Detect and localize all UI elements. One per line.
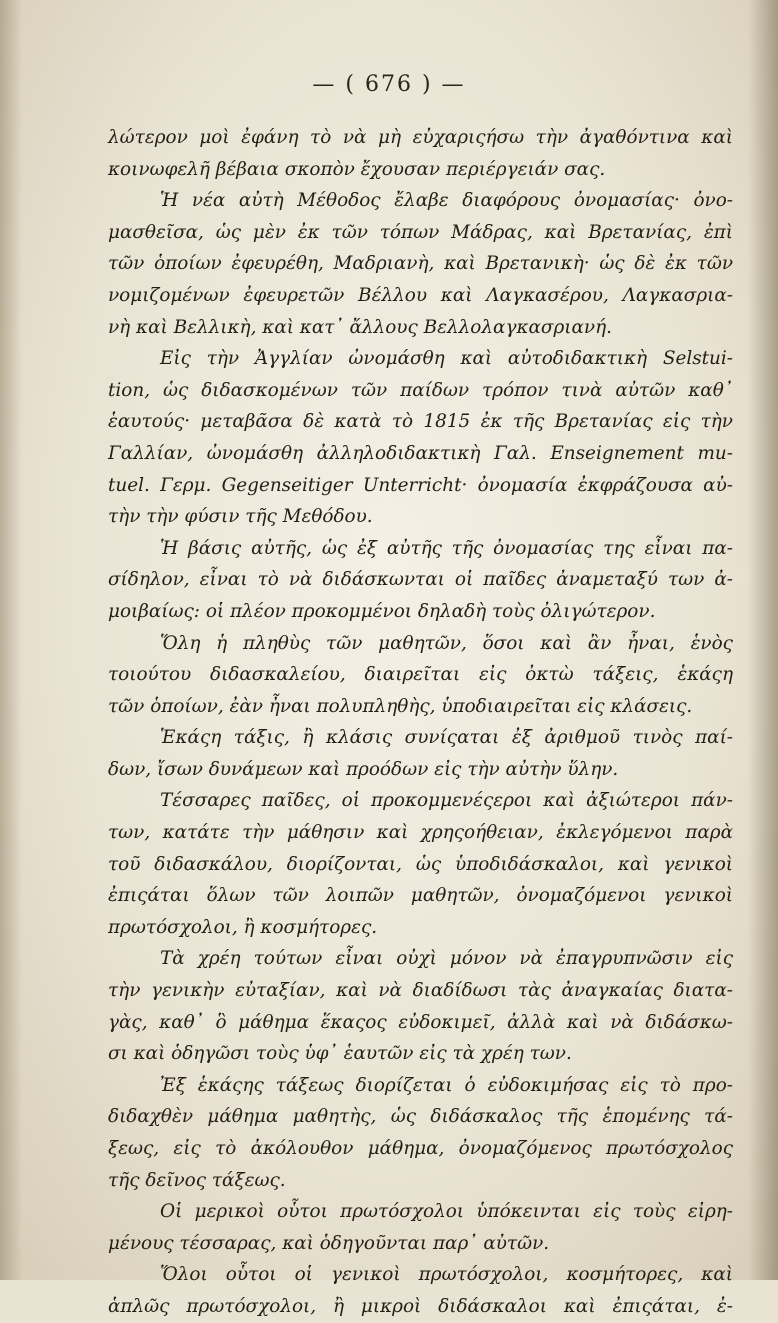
- text-line: σίδηλον, εἶναι τὸ νὰ διδάσκωνται οἱ παῖδες ἀναμεταξύ των ἀ-: [108, 569, 733, 591]
- text-line: ἁπλῶς πρωτόσχολοι, ἢ μικροὶ διδάσκαλοι καὶ ἐπιςάται, ἐ-: [108, 1295, 733, 1317]
- text-line: τοῦ διδασκάλου, διορίζονται, ὡς ὑποδιδάσκαλοι, καὶ γενικοὶ: [108, 853, 733, 875]
- paragraph-start-line: Ἐξ ἑκάςης τάξεως διορίζεται ὁ εὐδοκιμήσας εἰς τὸ προ-: [160, 1074, 733, 1096]
- text-line: τῶν ὁποίων, ἐὰν ἦναι πολυπληθὴς, ὑποδιαιρεῖται εἰς κλάσεις.: [108, 695, 693, 717]
- text-line: λώτερον μοὶ ἐφάνη τὸ νὰ μὴ εὐχαριςήσω τὴν ἀγαθόντινα καὶ: [108, 127, 733, 148]
- text-line: τὴν τὴν φύσιν τῆς Μεθόδου.: [108, 506, 373, 528]
- page-left-shadow: [0, 0, 22, 1280]
- paragraph-start-line: Ὅλοι οὗτοι οἱ γενικοὶ πρωτόσχολοι, κοσμήτορες, καὶ: [160, 1264, 733, 1286]
- text-line: ἐπιςάται ὅλων τῶν λοιπῶν μαθητῶν, ὀνομαζόμενοι γενικοὶ: [108, 885, 733, 907]
- text-line: σι καὶ ὁδηγῶσι τοὺς ὑφ᾽ ἑαυτῶν εἰς τὰ χρέη των.: [108, 1043, 572, 1065]
- text-line: κοινωφελῆ βέβαια σκοπὸν ἔχουσαν περιέργειάν σας.: [108, 158, 606, 180]
- page-right-shadow: [748, 0, 778, 1280]
- text-line: δων, ἴσων δυνάμεων καὶ προόδων εἰς τὴν αὐτὴν ὕλην.: [108, 758, 619, 780]
- text-line: μένους τέσσαρας, καὶ ὁδηγοῦνται παρ᾽ αὐτῶν.: [108, 1232, 550, 1254]
- text-line: τοιούτου διδασκαλείου, διαιρεῖται εἰς ὀκτὼ τάξεις, ἑκάςη: [108, 664, 733, 686]
- text-line: ἑαυτούς· μεταβᾶσα δὲ κατὰ τὸ 1815 ἐκ τῆς Βρετανίας εἰς τὴν: [108, 411, 733, 433]
- text-line: Γαλλίαν, ὠνομάσθη ἀλληλοδιδακτικὴ Γαλ. Enseignement mu-: [108, 442, 733, 464]
- text-line: τῶν ὁποίων ἐφευρέθη, Μαδριανὴ, καὶ Βρετανικὴ· ὡς δὲ ἐκ τῶν: [108, 253, 733, 275]
- paragraph-start-line: Εἰς τὴν Ἀγγλίαν ὠνομάσθη καὶ αὐτοδιδακτικὴ Selstui-: [160, 348, 733, 370]
- paragraph-start-line: Ἑκάςη τάξις, ἢ κλάσις συνίςαται ἐξ ἀριθμοῦ τινὸς παί-: [160, 727, 733, 749]
- text-line: tion, ὡς διδασκομένων τῶν παίδων τρόπον τινὰ αὐτῶν καθ᾽: [108, 379, 733, 401]
- paragraph-start-line: Ἡ νέα αὐτὴ Μέθοδος ἔλαβε διαφόρους ὀνομασίας· ὀνο-: [160, 190, 733, 212]
- text-line: των, κατάτε τὴν μάθησιν καὶ χρηςοήθειαν, ἐκλεγόμενοι παρὰ: [108, 822, 733, 844]
- paragraph-start-line: Τὰ χρέη τούτων εἶναι οὐχὶ μόνον νὰ ἐπαγρυπνῶσιν εἰς: [160, 948, 733, 970]
- text-line: μοιβαίως: οἱ πλέον προκομμένοι δηλαδὴ τοὺς ὀλιγώτερον.: [108, 600, 656, 622]
- text-line: τῆς δεῖνος τάξεως.: [108, 1169, 286, 1191]
- paragraph-start-line: Τέσσαρες παῖδες, οἱ προκομμενέςεροι καὶ ἀξιώτεροι πάν-: [160, 790, 733, 812]
- text-line: νομιζομένων ἐφευρετῶν Βέλλου καὶ Λαγκασέρου, Λαγκασρια-: [108, 284, 733, 306]
- text-line: μασθεῖσα, ὡς μὲν ἐκ τῶν τόπων Μάδρας, καὶ Βρετανίας, ἐπὶ: [108, 221, 733, 243]
- text-line: γὰς, καθ᾽ ὃ μάθημα ἕκαςος εὐδοκιμεῖ, ἀλλὰ καὶ νὰ διδάσκω-: [108, 1011, 733, 1033]
- text-line: νὴ καὶ Βελλικὴ, καὶ κατ᾽ ἄλλους Βελλολαγκασριανή.: [108, 316, 612, 338]
- text-line: πρωτόσχολοι, ἢ κοσμήτορες.: [108, 916, 378, 938]
- paragraph-start-line: Ἡ βάσις αὐτῆς, ὡς ἐξ αὐτῆς τῆς ὀνομασίας της εἶναι πα-: [160, 537, 733, 559]
- paragraph-start-line: Ὅλη ἡ πληθὺς τῶν μαθητῶν, ὅσοι καὶ ἂν ἦναι, ἑνὸς: [160, 632, 733, 654]
- page-number-header: — ( 676 ) —: [312, 72, 466, 97]
- text-line: διδαχθὲν μάθημα μαθητὴς, ὡς διδάσκαλος τῆς ἑπομένης τά-: [108, 1106, 733, 1128]
- text-line: ξεως, εἰς τὸ ἀκόλουθον μάθημα, ὀνομαζόμενος πρωτόσχολος: [108, 1138, 733, 1159]
- text-line: τὴν γενικὴν εὐταξίαν, καὶ νὰ διαδίδωσι τὰς ἀναγκαίας διατα-: [108, 980, 733, 1002]
- body-text: [108, 122, 733, 1323]
- paragraph-start-line: Οἱ μερικοὶ οὗτοι πρωτόσχολοι ὑπόκεινται εἰς τοὺς εἰρη-: [160, 1201, 733, 1223]
- text-line: tuel. Γερμ. Gegenseitiger Unterricht· ὀνομασία ἐκφράζουσα αὐ-: [108, 474, 733, 496]
